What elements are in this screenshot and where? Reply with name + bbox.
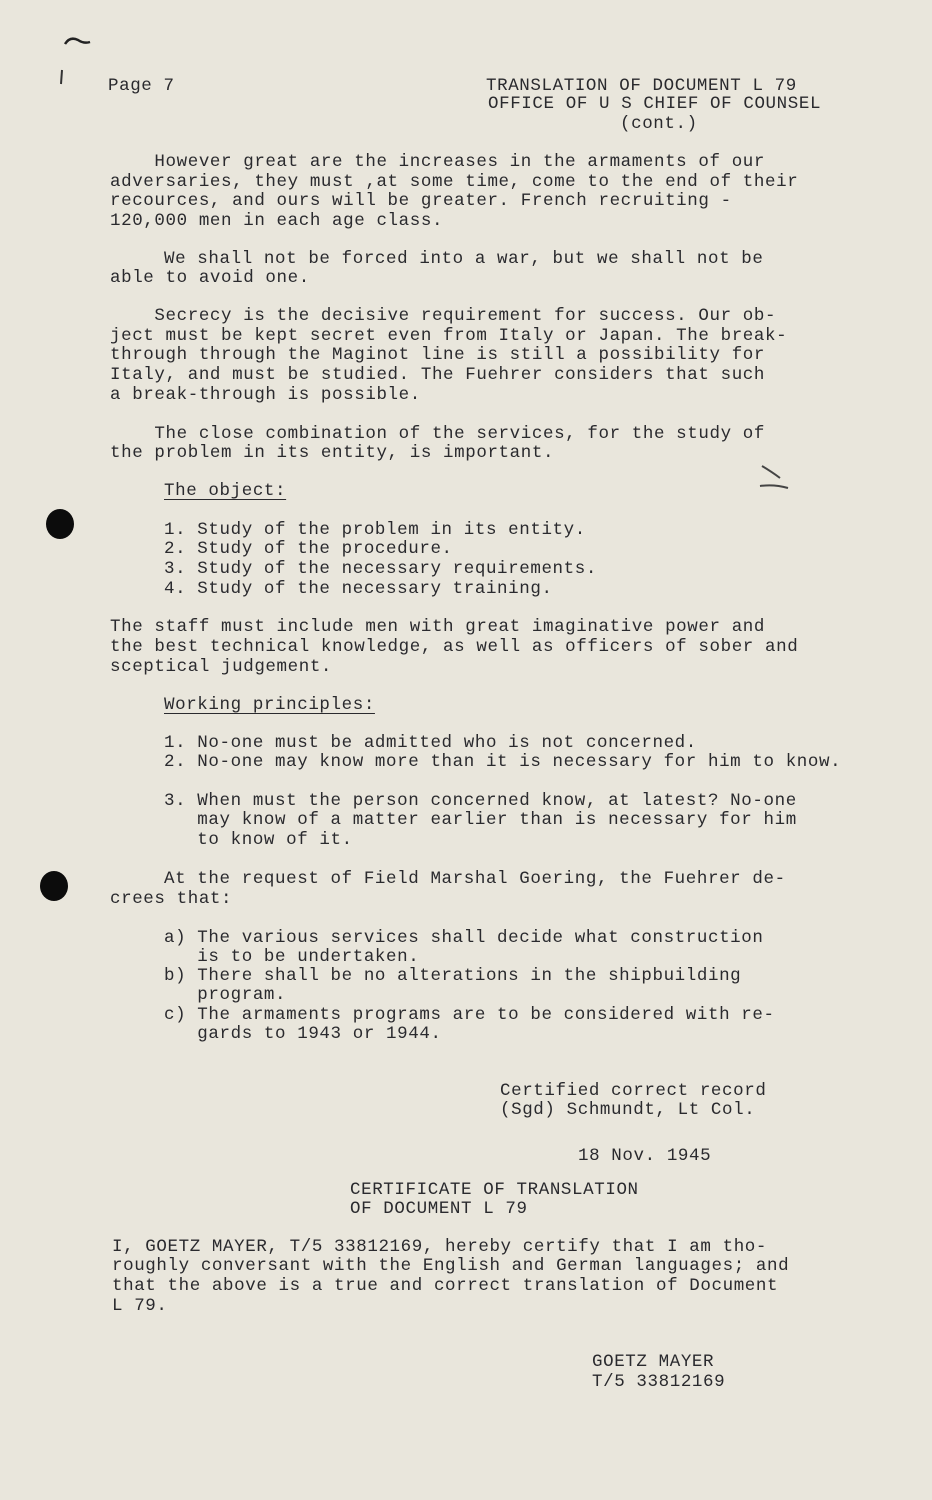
header-line-2: OFFICE OF U S CHIEF OF COUNSEL <box>488 94 822 114</box>
list-item: b) There shall be no alterations in the shipbuilding <box>164 966 742 986</box>
translator-name: GOETZ MAYER <box>592 1352 715 1372</box>
paragraph-line: Secrecy is the decisive requirement for success. Our ob- <box>110 306 777 326</box>
paragraph-line: However great are the increases in the armaments of our <box>110 152 766 172</box>
punch-hole-top <box>46 509 74 539</box>
object-heading: The object: <box>164 481 287 501</box>
paragraph-line: The close combination of the services, for the study of <box>110 424 766 444</box>
paragraph-line: 120,000 men in each age class. <box>110 211 444 231</box>
list-item: 1. No-one must be admitted who is not concerned. <box>164 733 697 753</box>
certificate-text-line: I, GOETZ MAYER, T/5 33812169, hereby certify that I am tho- <box>112 1237 768 1257</box>
header-line-3: (cont.) <box>620 114 698 134</box>
certified-signature: (Sgd) Schmundt, Lt Col. <box>500 1100 756 1120</box>
certificate-subtitle: OF DOCUMENT L 79 <box>350 1199 528 1219</box>
list-item: 2. Study of the procedure. <box>164 539 453 559</box>
certificate-title: CERTIFICATE OF TRANSLATION <box>350 1180 639 1200</box>
ink-mark-top-left <box>60 30 100 90</box>
paragraph-line: the problem in its entity, is important. <box>110 443 555 463</box>
paragraph-line: a break-through is possible. <box>110 385 421 405</box>
ink-mark-right <box>756 462 796 494</box>
paragraph-line: sceptical judgement. <box>110 657 333 677</box>
paragraph-line: At the request of Field Marshal Goering, the Fuehrer de- <box>164 869 786 889</box>
translator-serial: T/5 33812169 <box>592 1372 726 1392</box>
paragraph-line: ject must be kept secret even from Italy or Japan. The break- <box>110 326 788 346</box>
page-number: Page 7 <box>108 76 175 96</box>
certification-date: 18 Nov. 1945 <box>578 1146 712 1166</box>
punch-hole-bottom <box>40 871 68 901</box>
list-item: 1. Study of the problem in its entity. <box>164 520 586 540</box>
list-item: 4. Study of the necessary training. <box>164 579 553 599</box>
paragraph-line: The staff must include men with great imaginative power and <box>110 617 766 637</box>
paragraph-line: adversaries, they must ,at some time, come to the end of their <box>110 172 799 192</box>
list-item: 3. When must the person concerned know, at latest? No-one <box>164 791 797 811</box>
certified-record: Certified correct record <box>500 1081 767 1101</box>
list-item: is to be undertaken. <box>164 947 420 967</box>
paragraph-line: crees that: <box>110 889 233 909</box>
paragraph-line: We shall not be forced into a war, but we shall not be <box>164 249 764 269</box>
certificate-text-line: that the above is a true and correct translation of Document <box>112 1276 779 1296</box>
certificate-text-line: L 79. <box>112 1296 168 1316</box>
list-item: may know of a matter earlier than is necessary for him <box>164 810 797 830</box>
principles-heading: Working principles: <box>164 695 375 715</box>
list-item: to know of it. <box>164 830 353 850</box>
list-item: c) The armaments programs are to be considered with re- <box>164 1005 775 1025</box>
paragraph-line: the best technical knowledge, as well as officers of sober and <box>110 637 799 657</box>
list-item: gards to 1943 or 1944. <box>164 1024 442 1044</box>
paragraph-line: recources, and ours will be greater. French recruiting - <box>110 191 732 211</box>
paragraph-line: able to avoid one. <box>110 268 310 288</box>
list-item: 2. No-one may know more than it is necessary for him to know. <box>164 752 842 772</box>
header-line-1: TRANSLATION OF DOCUMENT L 79 <box>486 76 797 96</box>
list-item: a) The various services shall decide what construction <box>164 928 764 948</box>
certificate-text-line: roughly conversant with the English and German languages; and <box>112 1256 790 1276</box>
paragraph-line: Italy, and must be studied. The Fuehrer considers that such <box>110 365 766 385</box>
paragraph-line: through through the Maginot line is still a possibility for <box>110 345 766 365</box>
list-item: program. <box>164 985 287 1005</box>
list-item: 3. Study of the necessary requirements. <box>164 559 597 579</box>
